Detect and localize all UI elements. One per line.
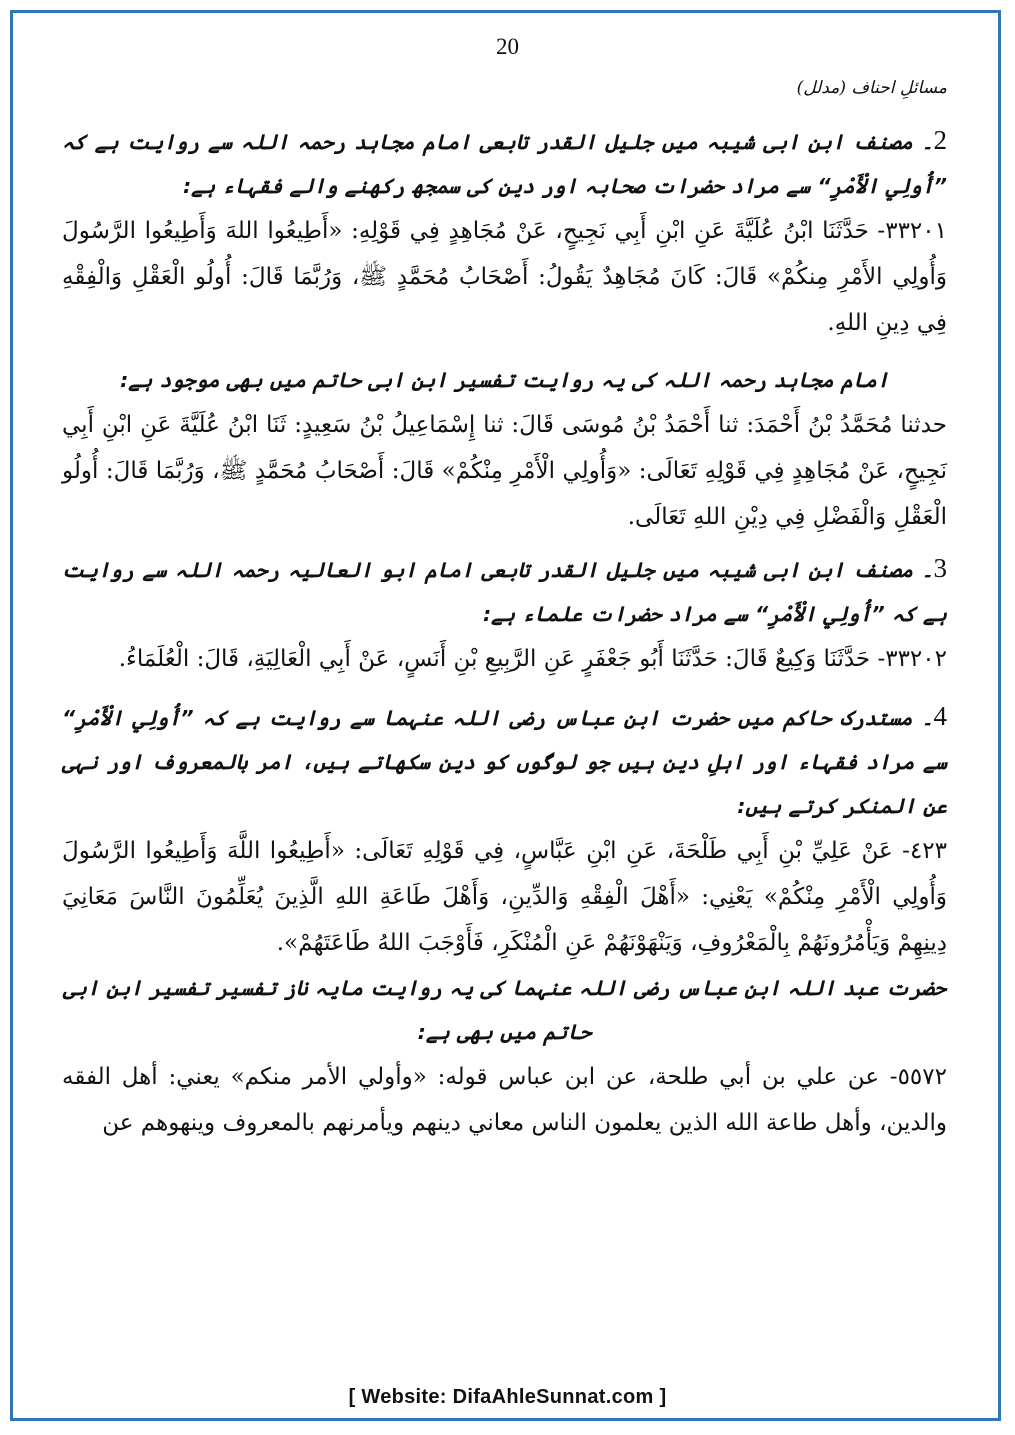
- section-2-heading: [62, 118, 947, 208]
- section-2-intro-2: امام مجاہد رحمہ اللہ کی یہ روایت تفسیر ابن ابی حاتم میں بھی موجود ہے:: [120, 368, 889, 392]
- section-2-heading-text: ۔ مصنف ابن ابی شیبہ میں جلیل القدر تابعی امام مجاہد رحمہ اللہ سے روایت ہے کہ ”أُولِي الْأَمْرِ“ سے مراد حضرات صحابہ اور دین کی سمجھ رکھنے والے فقہاء ہے:: [62, 130, 947, 198]
- section-3-hadith: ٣٣٢٠٢- حَدَّثَنَا وَكِيعٌ قَالَ: حَدَّثَنَا أَبُو جَعْفَرٍ عَنِ الرَّبِيعِ بْنِ أَنَسٍ، عَنْ أَبِي الْعَالِيَةِ، قَالَ: الْعُلَمَاءُ.: [118, 646, 947, 672]
- section-4-number: 4: [933, 701, 947, 731]
- section-4-heading-text: ۔ مستدرک حاکم میں حضرت ابن عباس رضی اللہ عنہما سے روایت ہے کہ ”أُولِي الْأَمْرِ“ سے مراد فقہاء اور اہلِ دین ہیں جو لوگوں کو دین سکھاتے ہیں، امر بالمعروف اور نہی عن المنکر کرتے ہیں:: [62, 706, 947, 818]
- section-2-number: 2: [933, 125, 947, 155]
- page-number: 20: [496, 34, 519, 59]
- header-title: مسائلِ احناف (مدلل): [796, 78, 947, 98]
- section-3-heading-text: ۔ مصنف ابن ابی شیبہ میں جلیل القدر تابعی امام ابو العالیہ رحمہ اللہ سے روایت ہے کہ ”أُولِي الْأَمْرِ“ سے مراد حضرات علماء ہے:: [62, 558, 947, 626]
- section-2-hadith-1: ٣٣٢٠١- حَدَّثَنَا ابْنُ عُلَيَّةَ عَنِ ابْنِ أَبِي نَجِيحٍ، عَنْ مُجَاهِدٍ فِي قَوْلِهِ: «أَطِيعُوا اللهَ وَأَطِيعُوا الرَّسُولَ وَأُولِي الأَمْرِ مِنكُمْ» قَالَ: كَانَ مُجَاهِدٌ يَقُولُ: أَصْحَابُ مُحَمَّدٍ ﷺ، وَرُبَّمَا قَالَ: أُولُو الْعَقْلِ وَالْفِقْهِ فِي دِينِ اللهِ.: [62, 218, 947, 336]
- section-4-heading: [62, 694, 947, 828]
- page-content: [62, 118, 947, 1146]
- section-3-number: 3: [933, 553, 947, 583]
- section-4-intro-2: حضرت عبد اللہ ابن عباس رضی اللہ عنہما کی یہ روایت مایہ ناز تفسیر تفسیر ابن ابی حاتم میں بھی ہے:: [63, 976, 946, 1044]
- section-2-hadith-2: حدثنا مُحَمَّدُ بْنُ أَحْمَدَ: ثنا أَحْمَدُ بْنُ مُوسَى قَالَ: ثنا إِسْمَاعِيلُ بْنُ سَعِيدٍ: ثَنَا ابْنُ عُلَيَّةَ عَنِ ابْنِ أَبِي نَجِيحٍ، عَنْ مُجَاهِدٍ فِي قَوْلِهِ تَعَالَى: «وَأُولِي الْأَمْرِ مِنْكُمْ» قَالَ: أَصْحَابُ مُحَمَّدٍ ﷺ، وَرُبَّمَا قَالَ: أُولُو الْعَقْلِ وَالْفَضْلِ فِي دِيْنِ اللهِ تَعَالَى.: [62, 412, 947, 530]
- section-4-hadith-2: ٥٥٧٢- عن علي بن أبي طلحة، عن ابن عباس قوله: «وأولي الأمر منكم» يعني: أهل الفقه والدين، وأهل طاعة الله الذين يعلمون الناس معاني دينهم ويأمرنهم بالمعروف وينهوهم عن: [62, 1064, 947, 1136]
- website-footer: [ Website: DifaAhleSunnat.com ]: [348, 1386, 667, 1408]
- section-3-heading: [62, 546, 947, 636]
- section-4-hadith-1: ٤٢٣- عَنْ عَلِيِّ بْنِ أَبِي طَلْحَةَ، عَنِ ابْنِ عَبَّاسٍ، فِي قَوْلِهِ تَعَالَى: «أَطِيعُوا اللَّهَ وَأَطِيعُوا الرَّسُولَ وَأُولِي الْأَمْرِ مِنْكُمْ» يَعْنِي: «أَهْلَ الْفِقْهِ وَالدِّينِ، وَأَهْلَ طَاعَةِ اللهِ الَّذِينَ يُعَلِّمُونَ النَّاسَ مَعَانِيَ دِينِهِمْ وَيَأْمُرُونَهُمْ بِالْمَعْرُوفِ، وَيَنْهَوْنَهُمْ عَنِ الْمُنْكَرِ، فَأَوْجَبَ اللهُ طَاعَتَهُمْ».: [62, 838, 947, 956]
